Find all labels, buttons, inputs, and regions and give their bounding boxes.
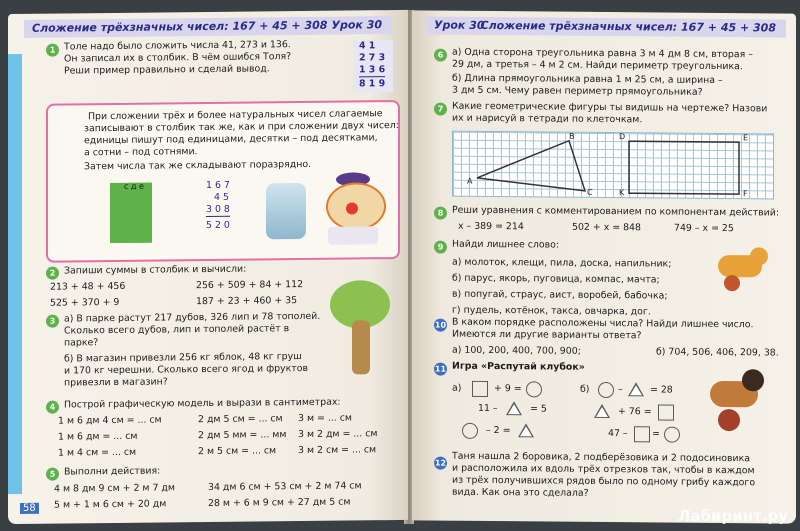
circle-shape (664, 427, 680, 443)
circle-shape (462, 423, 478, 439)
triangle-shape (506, 401, 522, 415)
task-9-title: Найди лишнее слово: (452, 238, 560, 251)
left-edge-strip (8, 54, 22, 494)
task-5-r2c2: 28 м + 6 м 9 см + 27 дм 5 см (208, 496, 351, 509)
label-b: B (569, 131, 575, 141)
task-4-r2c2: 2 дм 5 мм = ... мм (198, 429, 287, 442)
rule-line-4: а сотни – под сотнями. (84, 146, 198, 159)
task-2-expr-2: 256 + 509 + 84 + 112 (196, 279, 304, 292)
task-11-number: 11 (434, 363, 447, 376)
square-shape (634, 426, 650, 442)
task-12-number: 12 (434, 457, 447, 470)
task-6-line-3: б) Длина прямоугольника равна 1 м 25 см, а ширина – (452, 72, 723, 87)
task-4-r2c3: 3 м 2 дм = ... см (298, 428, 378, 441)
plus-9: + 9 = (494, 383, 522, 395)
rule-line-5: Затем числа так же складывают поразрядно. (84, 158, 312, 173)
task-4-r1c2: 2 дм 5 см = ... см (198, 413, 283, 426)
task-10-line-2: Имеются ли другие варианты ответа? (452, 328, 642, 342)
place-value-grid (110, 183, 152, 243)
left-header (24, 16, 392, 38)
task-4-r3c3: 3 м 2 см = ... см (298, 444, 377, 457)
task-3-line-1: а) В парке растут 217 дубов, 326 лип и 78 тополей. (64, 310, 321, 325)
task-10-a: а) 100, 200, 400, 700, 900; (452, 344, 581, 357)
task-4-r1c3: 3 м = ... см (298, 412, 352, 425)
addition-column (198, 180, 242, 244)
task-8-number: 8 (434, 207, 447, 220)
label-e: E (743, 133, 749, 143)
col-row: 2 7 3 (359, 52, 386, 64)
dash: – (618, 384, 623, 396)
rule-box (46, 100, 400, 263)
rule-line-1: При сложении трёх и более натуральных чисел слагаемые (88, 108, 383, 123)
circle-shape (526, 381, 542, 397)
left-header-title: Сложение трёхзначных чисел: 167 + 45 + 308 (32, 18, 328, 35)
task-3-line-6: привезли в магазин? (64, 376, 168, 389)
task-2-title: Запиши суммы в столбик и вычисли: (64, 263, 247, 277)
right-header-title: Сложение трёхзначных чисел: 167 + 45 + 308 (480, 18, 776, 35)
triangle-shape (628, 382, 644, 396)
label-a: A (467, 176, 473, 186)
task-7-line-1: Какие геометрические фигуры ты видишь на чертеже? Назови (452, 100, 768, 115)
col-row: 5 2 0 (206, 219, 230, 232)
task-9-row-a: а) молоток, клещи, пила, доска, напильник; (452, 256, 672, 270)
task-2-expr-4: 187 + 23 + 460 + 35 (196, 295, 298, 308)
eq-28: = 28 (650, 384, 673, 396)
task-9-row-c: в) попугай, страус, аист, воробей, бабочка; (452, 288, 668, 302)
left-header-lesson: Урок 30 (331, 18, 382, 32)
task-4-r3c1: 1 м 4 см = ... см (58, 446, 137, 459)
right-page (412, 10, 796, 523)
page-number: 58 (20, 503, 39, 514)
scrolls-illustration (266, 183, 306, 239)
task-5-number: 5 (46, 468, 59, 481)
clown-illustration (318, 172, 388, 247)
label-d: D (619, 132, 626, 142)
figures-drawing (453, 132, 773, 199)
label-f: F (743, 189, 748, 199)
right-header (426, 16, 786, 37)
task-2-expr-1: 213 + 48 + 456 (50, 280, 126, 293)
left-page (8, 10, 408, 524)
square-shape (658, 404, 674, 420)
label-c: C (587, 187, 593, 197)
task-8-eq-1: x – 389 = 214 (458, 220, 524, 233)
task-9-row-d: г) пудель, котёнок, такса, овчарка, дог. (452, 304, 651, 318)
plus-76: + 76 = (618, 406, 652, 418)
col-row: 3 0 8 (206, 203, 230, 216)
task-1-line-1: Толе надо было сложить числа 41, 273 и 136. (64, 39, 291, 53)
task-11-a-label: а) (452, 382, 462, 394)
task-4-number: 4 (46, 401, 59, 414)
task-6-line-4: 3 дм 5 см. Чему равен периметр прямоугольника? (452, 84, 703, 98)
task-6-line-1: а) Одна сторона треугольника равна 3 м 4 дм 8 см, вторая – (452, 46, 753, 61)
square-shape (472, 381, 488, 397)
triangle-shape (518, 423, 534, 437)
task-1-number: 1 (46, 44, 59, 57)
task-1-line-2: Он записал их в столбик. В чём ошибся Толя? (64, 51, 292, 65)
task-12-line-1: Таня нашла 2 боровика, 2 подберёзовика и 2 подосиновика (452, 450, 751, 465)
task-12-line-3: из трёх получившихся рядов было по одному грибу каждого (452, 474, 756, 489)
eleven-minus: 11 – (478, 402, 498, 415)
rule-line-2: записывают в столбик так же, как и при сложении двух чисел: (84, 120, 399, 135)
drawing-grid (452, 131, 774, 200)
task-3-line-4: б) В магазин привезли 256 кг яблок, 48 кг груш (64, 351, 302, 365)
col-row: 8 1 9 (359, 78, 386, 90)
col-row: 1 6 7 (206, 179, 230, 192)
task-9-number: 9 (434, 241, 447, 254)
n47-minus: 47 – (608, 428, 628, 440)
task-10-line-1: В каком порядке расположены числа? Найди лишнее число. (452, 316, 754, 331)
task-3-line-2: Сколько всего дубов, лип и тополей растёт в (64, 323, 290, 337)
right-header-lesson: Урок 30 (434, 18, 485, 32)
task-7-number: 7 (434, 103, 447, 116)
col-row: 4 1 (359, 40, 376, 52)
task-2-number: 2 (46, 267, 59, 280)
dog-illustration (702, 369, 772, 434)
task-5-r1c2: 34 дм 6 см + 53 см + 2 м 74 см (208, 480, 362, 493)
task-4-r3c2: 2 м 5 см = ... см (198, 445, 277, 458)
minus-2: – 2 = (486, 424, 511, 437)
task-10-b: б) 704, 506, 406, 209, 38. (656, 346, 779, 359)
col-row: 4 5 (214, 191, 229, 203)
eq-sign: = (652, 428, 660, 440)
col-row: 1 3 6 (359, 64, 386, 76)
label-k: K (619, 188, 625, 198)
task-9-row-b: б) парус, якорь, пуговица, компас, мачта; (452, 272, 660, 286)
task-6-line-2: 29 дм, а третья – 4 м 2 см. Найди периметр треугольника. (452, 58, 743, 73)
task-4-title: Построй графическую модель и вырази в сантиметрах: (64, 396, 341, 411)
task-1-column (353, 40, 393, 92)
circle-shape (598, 382, 614, 398)
task-10-number: 10 (434, 319, 447, 332)
task-6-number: 6 (434, 49, 447, 62)
task-4-r1c1: 1 м 6 дм 4 см = ... см (58, 414, 162, 427)
task-7-line-2: их и нарисуй в тетради по клеточкам. (452, 112, 643, 126)
task-3-number: 3 (46, 315, 59, 328)
watermark-logo: Лабиринт.ру (677, 507, 788, 525)
triangle-shape (594, 404, 610, 418)
task-8-title: Реши уравнения с комментированием по компонентам действий: (452, 204, 780, 219)
task-3-line-5: и 170 кг черешни. Сколько всего ягод и фруктов (64, 362, 308, 377)
task-1-line-3: Реши пример правильно и сделай вывод. (64, 63, 270, 77)
tiger-illustration (712, 245, 772, 296)
task-11-title: Игра «Распутай клубок» (452, 360, 585, 373)
task-12-line-4: вида. Как она это сделала? (452, 486, 589, 499)
rule-line-3: единицы пишут под единицами, десятки – под десятками, (84, 132, 378, 147)
task-5-r2c1: 5 м + 1 м 6 см + 20 дм (54, 498, 167, 511)
task-4-r2c1: 1 м 6 дм = ... см (58, 430, 138, 443)
task-8-eq-3: 749 – x = 25 (674, 222, 734, 235)
tree-illustration (330, 280, 390, 377)
task-8-eq-2: 502 + x = 848 (572, 221, 641, 234)
eq-5: = 5 (530, 403, 547, 415)
task-11-b-label: б) (580, 383, 590, 395)
place-labels: с д е (124, 181, 144, 191)
task-2-expr-3: 525 + 370 + 9 (50, 296, 120, 309)
task-3-line-3: парке? (64, 337, 99, 349)
task-5-title: Выполни действия: (64, 465, 161, 478)
task-12-line-2: и расположила их вдоль трёх отрезков так, чтобы в каждом (452, 462, 755, 477)
task-5-r1c1: 4 м 8 дм 9 см + 2 м 7 дм (54, 482, 175, 495)
